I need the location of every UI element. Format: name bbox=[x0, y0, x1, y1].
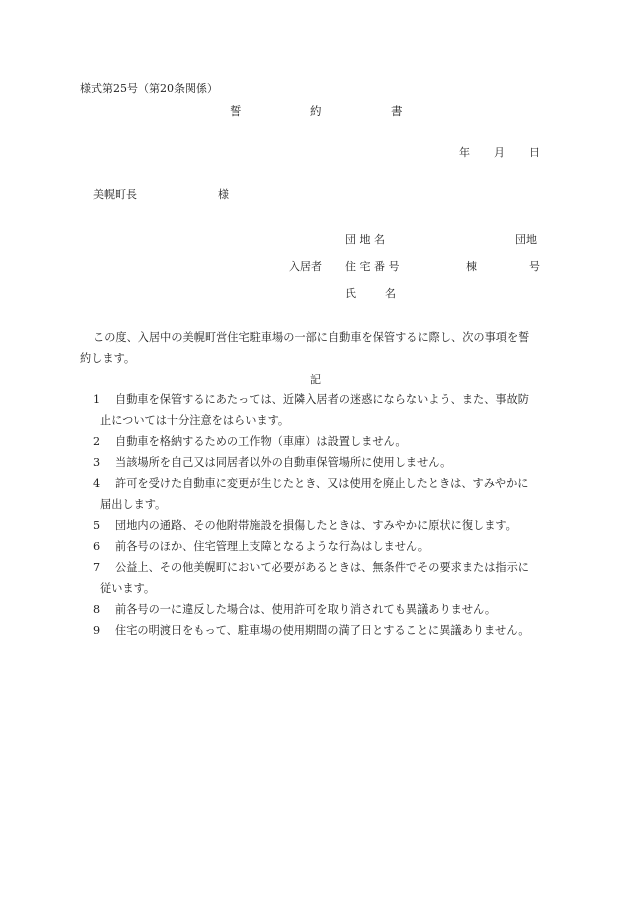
date-month: 月 bbox=[494, 146, 505, 159]
date-year: 年 bbox=[459, 146, 470, 159]
item-number: 5 bbox=[93, 519, 101, 532]
list-item bbox=[93, 515, 563, 536]
title-char-3: 書 bbox=[391, 104, 403, 118]
intro-line-1: この度、入居中の美幌町営住宅駐車場の一部に自動車を保管するに際し、次の事項を誓 bbox=[93, 331, 530, 344]
list-item bbox=[93, 389, 563, 431]
resident-label: 入居者 bbox=[289, 260, 322, 273]
item-text: 前各号の一に違反した場合は、使用許可を取り消されても異議ありません。 bbox=[115, 603, 497, 616]
item-text: 自動車を格納するための工作物（車庫）は設置しません。 bbox=[115, 435, 407, 448]
list-item bbox=[93, 452, 563, 473]
list-item bbox=[93, 557, 563, 599]
list-item bbox=[93, 536, 563, 557]
item-number: 8 bbox=[93, 603, 101, 616]
list-item bbox=[93, 599, 563, 620]
item-number: 7 bbox=[93, 561, 101, 574]
item-number: 4 bbox=[93, 477, 101, 490]
title-char-1: 誓 bbox=[230, 104, 242, 118]
list-item bbox=[93, 473, 563, 515]
item-text-cont: 届出します。 bbox=[100, 498, 167, 511]
number-suffix: 号 bbox=[529, 260, 540, 273]
intro-line-2: 約します。 bbox=[80, 352, 136, 365]
date-day: 日 bbox=[529, 146, 540, 159]
addressee-honorific: 様 bbox=[218, 188, 229, 201]
item-text: 住宅の明渡日をもって、駐車場の使用期間の満了日とすることに異議ありません。 bbox=[115, 624, 530, 637]
item-text: 公益上、その他美幌町において必要があるときは、無条件でその要求または指示に bbox=[115, 561, 529, 574]
item-number: 6 bbox=[93, 540, 101, 553]
ki-heading: 記 bbox=[310, 373, 321, 386]
danchi-suffix: 団地 bbox=[515, 233, 537, 246]
form-label: 様式第25号（第20条関係） bbox=[80, 82, 218, 95]
item-text: 前各号のほか、住宅管理上支障となるような行為はしません。 bbox=[115, 540, 429, 553]
item-text: 団地内の通路、その他附帯施設を損傷したときは、すみやかに原状に復します。 bbox=[115, 519, 517, 532]
item-number: 9 bbox=[93, 624, 101, 637]
item-text: 自動車を保管するにあたっては、近隣入居者の迷惑にならないよう、また、事故防 bbox=[115, 393, 529, 406]
list-item bbox=[93, 620, 563, 641]
item-text: 許可を受けた自動車に変更が生じたとき、又は使用を廃止したときは、すみやかに bbox=[115, 477, 529, 490]
item-text: 当該場所を自己又は同居者以外の自動車保管場所に使用しません。 bbox=[115, 456, 452, 469]
item-text-cont: 従います。 bbox=[100, 582, 156, 595]
addressee-name: 美幌町長 bbox=[93, 188, 137, 201]
item-number: 2 bbox=[93, 435, 101, 448]
item-text-cont: 止については十分注意をはらいます。 bbox=[100, 414, 290, 427]
name-label-1: 氏 bbox=[345, 287, 356, 300]
list-item bbox=[93, 431, 563, 452]
name-label-2: 名 bbox=[385, 287, 396, 300]
item-number: 1 bbox=[93, 393, 101, 406]
house-number-label: 住 宅 番 号 bbox=[345, 260, 400, 273]
item-number: 3 bbox=[93, 456, 101, 469]
building-suffix: 棟 bbox=[466, 260, 477, 273]
danchi-label: 団 地 名 bbox=[345, 233, 385, 246]
title-char-2: 約 bbox=[310, 104, 322, 118]
